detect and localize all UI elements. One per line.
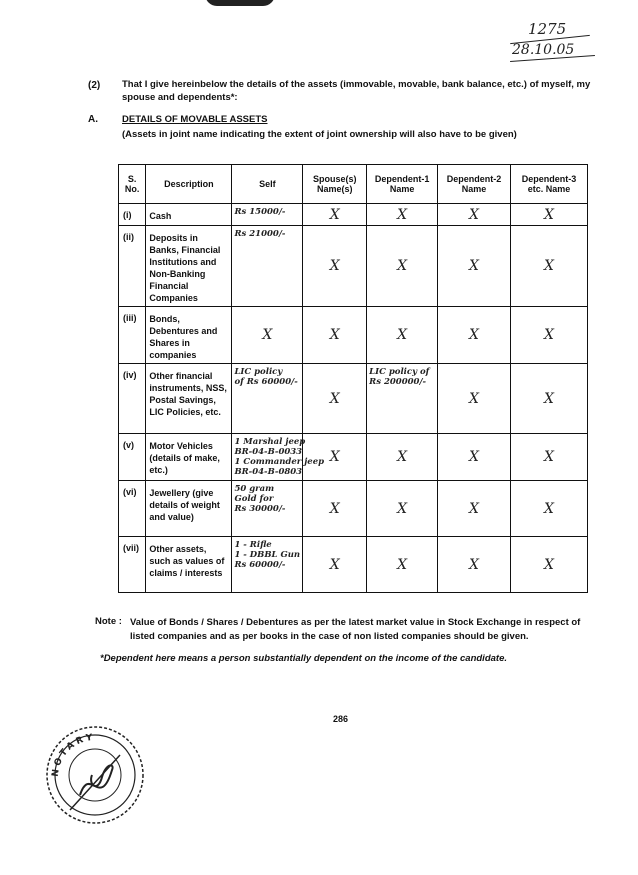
table-header-row: [119, 165, 588, 204]
self-value-line: 1 - Rifle: [234, 540, 272, 550]
spouse-cell: X: [303, 226, 367, 307]
spouse-cell: X: [303, 204, 367, 226]
self-value-line: Rs 21000/-: [234, 229, 286, 239]
dependent-3-cell: X: [510, 226, 587, 307]
dependent-1-cell: X: [367, 204, 438, 226]
self-value-line: 1 Commander jeep: [234, 457, 325, 467]
row-description: Bonds, Debentures and Shares in companies: [146, 307, 232, 364]
dependent-2-cell: X: [438, 537, 511, 593]
spouse-cell: X: [303, 537, 367, 593]
dependent-1-cell: LIC policy of Rs 200000/-: [367, 364, 438, 434]
self-value-line: Gold for: [234, 494, 274, 504]
dependent-1-cell: X: [367, 434, 438, 481]
self-value-line: BR-04-B-0033: [234, 447, 303, 457]
row-sno: (ii): [119, 226, 146, 307]
note-label: Note :: [95, 616, 122, 627]
dependent-1-cell: X: [367, 307, 438, 364]
dependent-1-cell: X: [367, 226, 438, 307]
row-description: Jewellery (give details of weight and value): [146, 481, 232, 537]
handwritten-date: 28.10.05: [512, 42, 575, 58]
row-sno: (vi): [119, 481, 146, 537]
paragraph-number: (2): [88, 80, 101, 91]
self-value-line: 1 Marshal jeep: [234, 437, 306, 447]
svg-text:NOTARY: NOTARY: [50, 732, 96, 778]
self-cell: [232, 434, 325, 481]
table-row: [119, 204, 588, 226]
self-value-line: LIC policy: [234, 367, 283, 377]
dependent-1-cell: X: [367, 481, 438, 537]
page-number: 286: [333, 714, 349, 724]
dependent-3-cell: X: [510, 204, 587, 226]
header-dependent-3: Dependent-3 etc. Name: [510, 165, 587, 204]
header-sno: S. No.: [119, 165, 146, 204]
self-cell: [232, 537, 303, 593]
row-sno: (vii): [119, 537, 146, 593]
dependent-2-cell: X: [438, 204, 511, 226]
spouse-cell: X: [303, 434, 367, 481]
row-description: Deposits in Banks, Financial Institutions and Non-Banking Financial Companies: [146, 226, 232, 307]
dependent-1-cell: X: [367, 537, 438, 593]
self-cell: [232, 226, 303, 307]
self-cell: [232, 204, 303, 226]
row-sno: (v): [119, 434, 146, 481]
dependent-definition: *Dependent here means a person substantially dependent on the income of the candidate.: [100, 653, 507, 664]
section-subtitle: (Assets in joint name indicating the extent of joint ownership will also have to be given): [122, 129, 517, 140]
table-row: [119, 307, 588, 364]
dependent-3-cell: X: [510, 434, 587, 481]
dependent-3-cell: X: [510, 537, 587, 593]
dependent-2-cell: X: [438, 481, 511, 537]
self-value-line: X: [262, 327, 273, 343]
section-letter: A.: [88, 114, 98, 125]
handwritten-number: 1275: [528, 20, 567, 38]
row-description: Motor Vehicles (details of make, etc.): [146, 434, 232, 481]
self-value-line: 50 gram: [234, 484, 275, 494]
row-description: Cash: [146, 204, 232, 226]
header-self: Self: [232, 165, 303, 204]
dependent-3-cell: X: [510, 364, 587, 434]
dependent-2-cell: X: [438, 434, 511, 481]
self-value-line: BR-04-B-0803: [234, 467, 303, 477]
paragraph-text: That I give hereinbelow the details of the assets (immovable, movable, bank balance, etc.) of myself, my spouse and dependents*:: [122, 79, 591, 103]
table-row: [119, 537, 588, 593]
dependent-2-cell: X: [438, 307, 511, 364]
self-cell: [232, 307, 303, 364]
row-description: Other assets, such as values of claims / interests: [146, 537, 232, 593]
header-description: Description: [146, 165, 232, 204]
table-row: [119, 434, 588, 481]
movable-assets-table: [118, 164, 588, 593]
row-sno: (iv): [119, 364, 146, 434]
notary-seal-stamp: [40, 715, 150, 830]
scan-blot: [205, 0, 275, 6]
self-value-line: of Rs 60000/-: [234, 377, 298, 387]
header-dependent-2: Dependent-2 Name: [438, 165, 511, 204]
header-dependent-1: Dependent-1 Name: [367, 165, 438, 204]
spouse-cell: X: [303, 481, 367, 537]
self-cell: [232, 481, 303, 537]
table-row: [119, 481, 588, 537]
table-row: [119, 364, 588, 434]
table-row: [119, 226, 588, 307]
self-value-line: Rs 15000/-: [234, 207, 286, 217]
self-cell: [232, 364, 303, 434]
note-text: Value of Bonds / Shares / Debentures as per the latest market value in Stock Exchange in respect of listed companies and as per books in the case of non listed companies should be given.: [130, 617, 581, 642]
dependent-3-cell: X: [510, 481, 587, 537]
header-spouse: Spouse(s) Name(s): [303, 165, 367, 204]
self-value-line: Rs 30000/-: [234, 504, 286, 514]
dependent-2-cell: X: [438, 364, 511, 434]
row-description: Other financial instruments, NSS, Postal Savings, LIC Policies, etc.: [146, 364, 232, 434]
self-value-line: 1 - DBBL Gun: [234, 550, 301, 560]
dependent-3-cell: X: [510, 307, 587, 364]
dependent-2-cell: X: [438, 226, 511, 307]
row-sno: (i): [119, 204, 146, 226]
spouse-cell: X: [303, 307, 367, 364]
self-value-line: Rs 60000/-: [234, 560, 286, 570]
spouse-cell: X: [303, 364, 367, 434]
row-sno: (iii): [119, 307, 146, 364]
section-title: DETAILS OF MOVABLE ASSETS: [122, 114, 268, 125]
